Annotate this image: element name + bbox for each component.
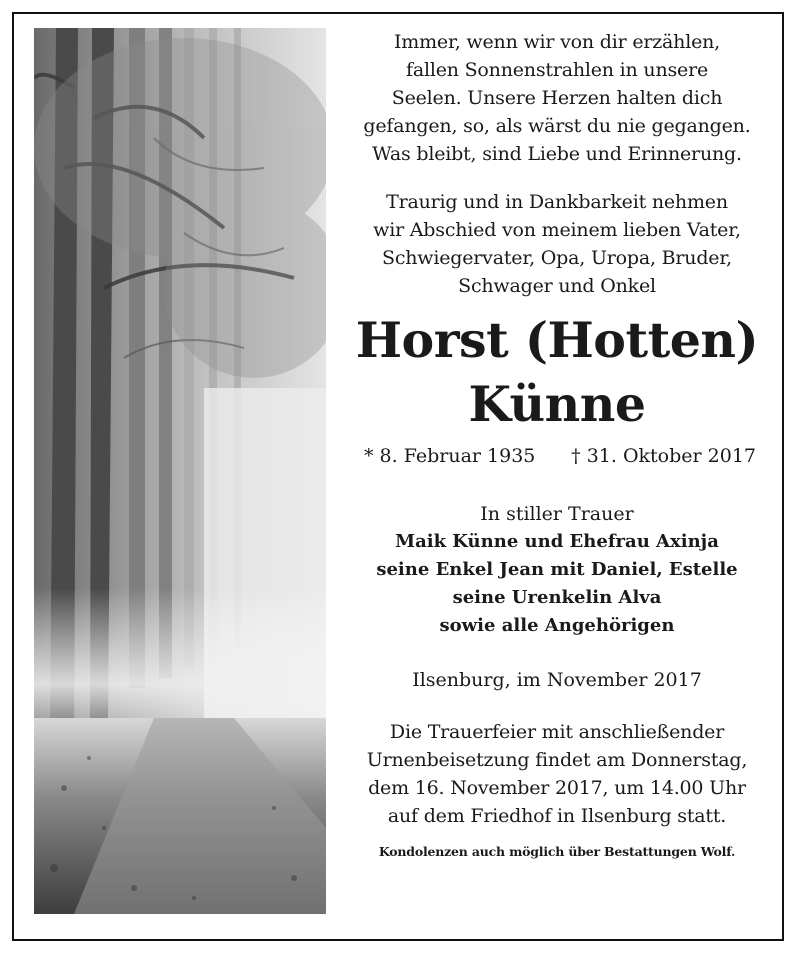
service-line: Urnenbeisetzung findet am Donnerstag, bbox=[366, 749, 748, 771]
condolence-note: Kondolenzen auch möglich über Bestattungen Wolf. bbox=[378, 844, 736, 859]
deceased-name-line: Horst (Hotten) bbox=[355, 311, 759, 369]
farewell-line: wir Abschied von meinem lieben Vater, bbox=[373, 219, 741, 241]
mourner-line: Maik Künne und Ehefrau Axinja bbox=[395, 531, 719, 552]
mourning-intro: In stiller Trauer bbox=[480, 503, 634, 525]
mourners-list bbox=[344, 500, 770, 640]
deceased-surname-line: Künne bbox=[468, 375, 646, 433]
poem-line: gefangen, so, als wärst du nie gegangen. bbox=[363, 115, 751, 137]
memorial-poem bbox=[344, 28, 770, 168]
poem-line: Was bleibt, sind Liebe und Erinnerung. bbox=[372, 143, 742, 165]
death-date: † 31. Oktober 2017 bbox=[571, 445, 756, 467]
obituary-text bbox=[344, 28, 770, 859]
mourner-line: seine Urenkelin Alva bbox=[452, 587, 662, 608]
forest-illustration bbox=[34, 28, 326, 914]
mourner-line: sowie alle Angehörigen bbox=[439, 615, 675, 636]
deceased-name bbox=[344, 308, 770, 436]
birth-date: * 8. Februar 1935 bbox=[364, 445, 536, 467]
obituary-notice bbox=[12, 12, 784, 941]
misty-forest-photo bbox=[34, 28, 326, 914]
farewell-line: Schwager und Onkel bbox=[458, 275, 656, 297]
service-line: Die Trauerfeier mit anschließender bbox=[389, 721, 725, 743]
funeral-service-info bbox=[344, 718, 770, 830]
mourner-line: seine Enkel Jean mit Daniel, Estelle bbox=[376, 559, 738, 580]
farewell-text bbox=[344, 188, 770, 300]
poem-line: fallen Sonnenstrahlen in unsere bbox=[405, 59, 709, 81]
farewell-line: Traurig und in Dankbarkeit nehmen bbox=[386, 191, 728, 213]
life-dates bbox=[344, 442, 770, 470]
poem-line: Seelen. Unsere Herzen halten dich bbox=[391, 87, 723, 109]
service-line: dem 16. November 2017, um 14.00 Uhr bbox=[368, 777, 746, 799]
poem-line: Immer, wenn wir von dir erzählen, bbox=[393, 31, 721, 53]
service-line: auf dem Friedhof in Ilsenburg statt. bbox=[387, 805, 727, 827]
farewell-line: Schwiegervater, Opa, Uropa, Bruder, bbox=[382, 247, 732, 269]
place-and-date: Ilsenburg, im November 2017 bbox=[412, 669, 702, 691]
